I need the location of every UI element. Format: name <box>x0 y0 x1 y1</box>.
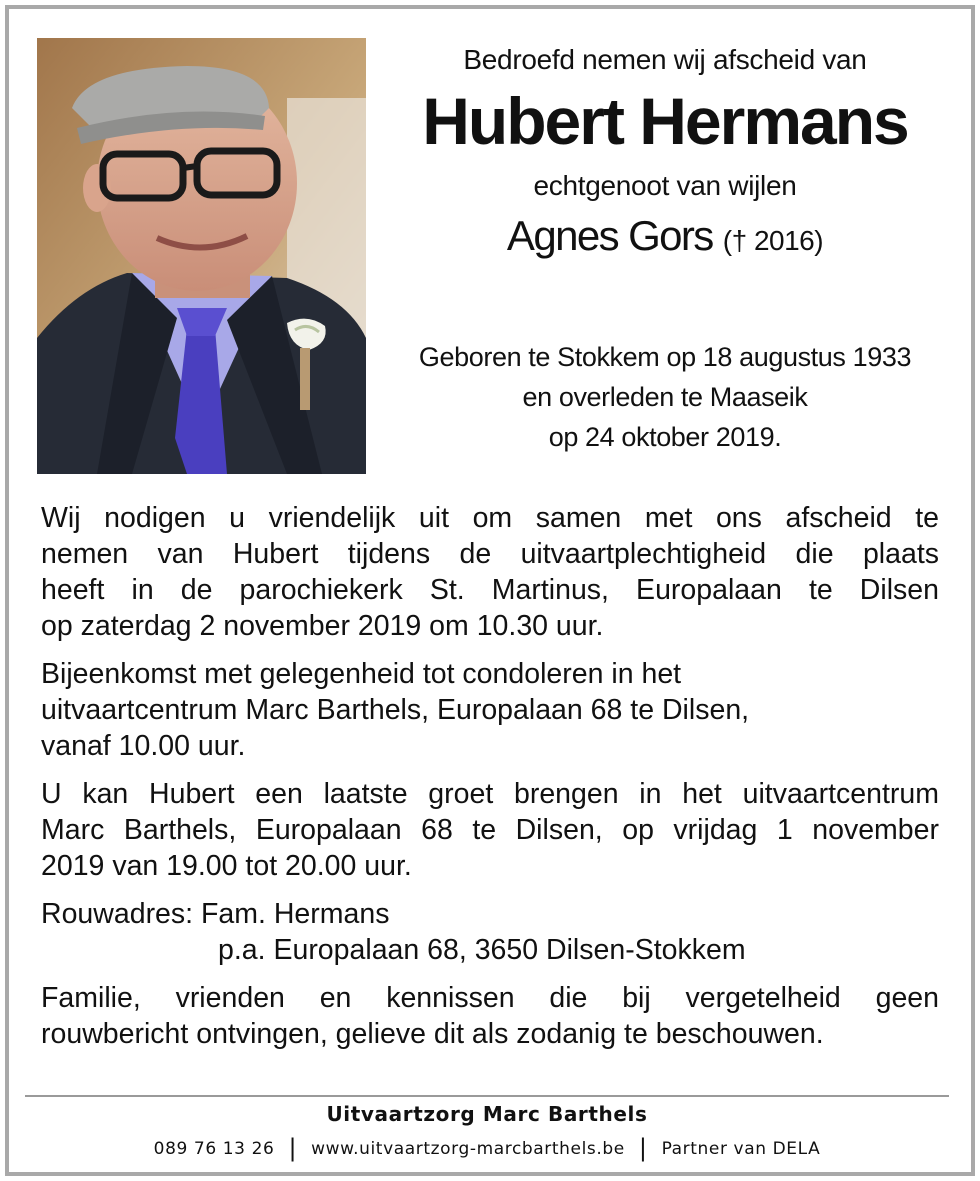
family-line: Familie, vrienden en kennissen die bij vergetelheid geen <box>41 982 939 1014</box>
partner-text: Partner van DELA <box>661 1139 821 1159</box>
notice-body <box>41 500 939 1064</box>
birth-line: Geboren te Stokkem op 18 augustus 1933 <box>418 342 912 372</box>
portrait-photo <box>37 38 366 474</box>
family-paragraph <box>41 980 939 1052</box>
spouse-name: Agnes Gors <box>506 212 713 259</box>
gathering-line: uitvaartcentrum Marc Barthels, Europalaan 68 te Dilsen, <box>41 694 750 726</box>
life-dates <box>385 337 945 457</box>
funeral-line: op zaterdag 2 november 2019 om 10.30 uur. <box>41 610 604 642</box>
website-link[interactable]: www.uitvaartzorg-marcbarthels.be <box>311 1139 625 1159</box>
funeral-home-name: Uitvaartzorg Marc Barthels <box>326 1102 648 1126</box>
gathering-line: Bijeenkomst met gelegenheid tot condoleren in het <box>41 658 682 690</box>
farewell-line: Marc Barthels, Europalaan 68 te Dilsen, op vrijdag 1 november <box>41 814 939 846</box>
phone-number[interactable]: 089 76 13 26 <box>153 1139 275 1159</box>
death-place-line: en overleden te Maaseik <box>522 382 808 412</box>
separator: | <box>638 1134 648 1162</box>
address-line: p.a. Europalaan 68, 3650 Dilsen-Stokkem <box>218 934 746 966</box>
family-line: rouwbericht ontvingen, gelieve dit als zodanig te beschouwen. <box>41 1018 824 1050</box>
spouse-death-year: († 2016) <box>722 225 824 256</box>
gathering-paragraph <box>41 656 939 764</box>
farewell-paragraph <box>41 776 939 884</box>
mourning-address <box>41 896 939 968</box>
deceased-name: Hubert Hermans <box>422 84 908 158</box>
intro-text: Bedroefd nemen wij afscheid van <box>463 44 867 75</box>
spouse-label: echtgenoot van wijlen <box>533 170 797 201</box>
gathering-line: vanaf 10.00 uur. <box>41 730 246 762</box>
funeral-line: heeft in de parochiekerk St. Martinus, Europalaan te Dilsen <box>41 574 939 606</box>
address-line: Rouwadres: Fam. Hermans <box>41 898 390 930</box>
footer-contacts <box>25 1134 949 1162</box>
funeral-paragraph <box>41 500 939 644</box>
funeral-line: Wij nodigen u vriendelijk uit om samen met ons afscheid te <box>41 502 939 534</box>
notice-header <box>385 40 945 269</box>
farewell-line: 2019 van 19.00 tot 20.00 uur. <box>41 850 412 882</box>
farewell-line: U kan Hubert een laatste groet brengen in het uitvaartcentrum <box>41 778 939 810</box>
footer-divider <box>25 1095 949 1097</box>
separator: | <box>288 1134 298 1162</box>
spouse-line <box>385 208 945 269</box>
death-date-line: op 24 oktober 2019. <box>548 422 782 452</box>
funeral-line: nemen van Hubert tijdens de uitvaartplechtigheid die plaats <box>41 538 939 570</box>
